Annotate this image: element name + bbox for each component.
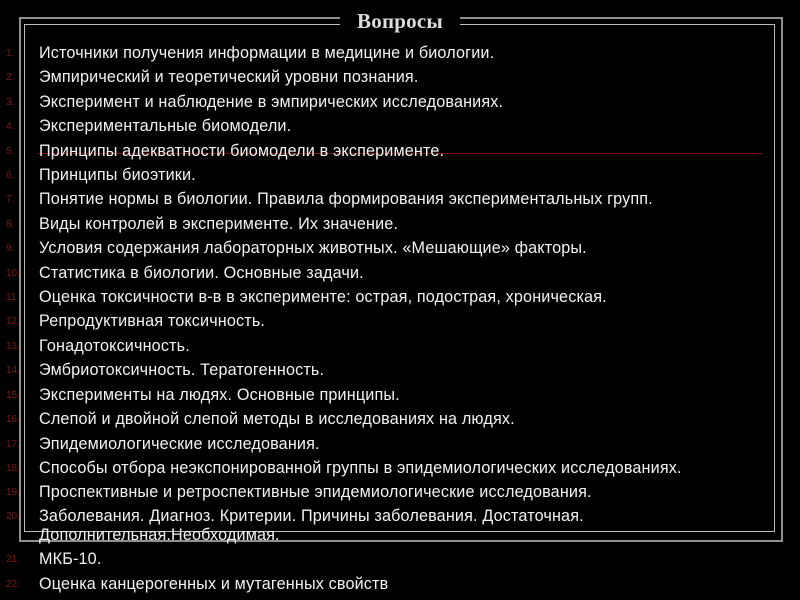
item-number: 5. — [6, 145, 15, 157]
list-item — [0, 383, 800, 407]
item-number: 12. — [6, 316, 20, 328]
item-text: Проспективные и ретроспективные эпидемиологические исследования. — [39, 482, 592, 501]
item-number: 11. — [6, 292, 20, 304]
item-text: Гонадотоксичность. — [39, 336, 190, 355]
item-number: 21. — [6, 554, 20, 566]
item-text: Статистика в биологии. Основные задачи. — [39, 263, 364, 282]
item-number: 4. — [6, 121, 15, 133]
list-item — [0, 212, 800, 236]
item-number: 16. — [6, 414, 20, 426]
item-text: Экспериментальные биомодели. — [39, 117, 292, 136]
list-item — [0, 480, 800, 504]
questions-list — [0, 41, 800, 596]
list-item — [0, 187, 800, 211]
item-number: 7. — [6, 194, 15, 206]
item-number: 8. — [6, 218, 15, 230]
list-item — [0, 114, 800, 138]
item-text: Репродуктивная токсичность. — [39, 312, 266, 331]
list-item — [0, 504, 800, 547]
item-text: Эксперимент и наблюдение в эмпирических исследованиях. — [39, 92, 504, 111]
item-text: Оценка канцерогенных и мутагенных свойств — [39, 574, 389, 593]
item-number: 22. — [6, 578, 20, 590]
item-number: 18. — [6, 462, 20, 474]
item-number: 2. — [6, 72, 15, 84]
item-text: Эксперименты на людях. Основные принципы. — [39, 385, 400, 404]
item-text: Виды контролей в эксперименте. Их значение. — [39, 214, 399, 233]
item-text: Эмбриотоксичность. Тератогенность. — [39, 361, 325, 380]
list-item — [0, 358, 800, 382]
item-text: Способы отбора неэкспонированной группы в эпидемиологических исследованиях. — [39, 458, 682, 477]
item-number: 15. — [6, 389, 20, 401]
list-item — [0, 261, 800, 285]
item-number: 3. — [6, 96, 15, 108]
item-text: Слепой и двойной слепой методы в исследованиях на людях. — [39, 410, 515, 429]
item-number: 6. — [6, 170, 15, 182]
item-number: 20. — [6, 511, 20, 523]
item-text: Эмпирический и теоретический уровни познания. — [39, 68, 419, 87]
item-text: Источники получения информации в медицине и биологии. — [39, 44, 495, 62]
list-item — [0, 139, 800, 163]
list-item — [0, 432, 800, 456]
list-item — [0, 456, 800, 480]
list-item — [0, 65, 800, 89]
item-text: Принципы адекватности биомодели в эксперименте. — [39, 141, 445, 160]
item-text: Условия содержания лабораторных животных. «Мешающие» факторы. — [39, 239, 587, 258]
item-number: 13. — [6, 340, 20, 352]
list-item — [0, 334, 800, 358]
list-item — [0, 309, 800, 333]
item-text: Эпидемиологические исследования. — [39, 434, 320, 453]
item-text: МКБ-10. — [39, 550, 102, 569]
list-item — [0, 41, 800, 65]
item-text: Заболевания. Диагноз. Критерии. Причины заболевания. Достаточная. Дополнительная.Необходимая. — [39, 507, 584, 545]
item-number: 14. — [6, 365, 20, 377]
item-number: 17. — [6, 438, 20, 450]
item-text: Понятие нормы в биологии. Правила формирования экспериментальных групп. — [39, 190, 653, 209]
list-item — [0, 285, 800, 309]
item-number: 19. — [6, 486, 20, 498]
item-number: 10. — [6, 267, 20, 279]
list-item — [0, 407, 800, 431]
list-item — [0, 547, 800, 571]
item-text: Принципы биоэтики. — [39, 166, 196, 185]
list-item — [0, 236, 800, 260]
item-number: 1. — [6, 48, 15, 59]
item-text: Оценка токсичности в-в в эксперименте: острая, подострая, хроническая. — [39, 288, 607, 307]
item-number: 9. — [6, 243, 15, 255]
list-item — [0, 163, 800, 187]
slide-title: Вопросы — [357, 9, 443, 33]
list-item — [0, 572, 800, 596]
list-item — [0, 90, 800, 114]
